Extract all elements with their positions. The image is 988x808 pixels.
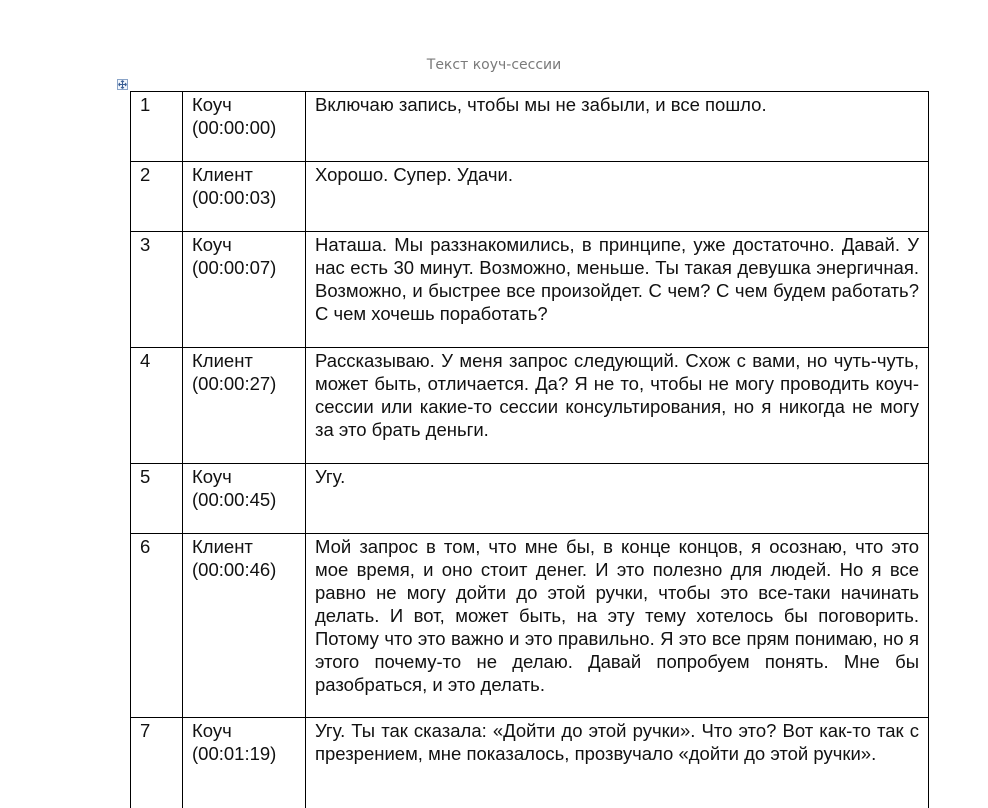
timestamp: (00:00:03) bbox=[192, 187, 277, 208]
speaker-cell bbox=[183, 464, 306, 534]
utterance-text: Хорошо. Супер. Удачи. bbox=[306, 162, 929, 232]
speaker-cell bbox=[183, 348, 306, 464]
timestamp: (00:00:07) bbox=[192, 257, 277, 278]
row-number: 6 bbox=[131, 534, 183, 718]
table-row bbox=[131, 534, 929, 718]
row-number: 4 bbox=[131, 348, 183, 464]
speaker-name: Клиент bbox=[192, 536, 253, 557]
speaker-name: Коуч bbox=[192, 94, 232, 115]
row-number: 2 bbox=[131, 162, 183, 232]
utterance-text: Угу. Ты так сказала: «Дойти до этой ручки». Что это? Вот как-то так с презрением, мне показалось, прозвучало «дойти до этой ручки». bbox=[306, 718, 929, 808]
utterance-text: Мой запрос в том, что мне бы, в конце концов, я осознаю, что это мое время, и оно стоит денег. И это полезно для людей. Но я все равно не могу дойти до этой ручки, чтобы это все-таки начинать делать. И вот, может быть, на эту тему хотелось бы поговорить. Потому что это важно и это правильно. Я это все прям понимаю, но я этого почему-то не делаю. Давай попробуем понять. Мне бы разобраться, и это делать. bbox=[306, 534, 929, 718]
table-row bbox=[131, 348, 929, 464]
utterance-text: Включаю запись, чтобы мы не забыли, и все пошло. bbox=[306, 92, 929, 162]
table-move-handle-icon[interactable] bbox=[117, 79, 128, 90]
speaker-cell bbox=[183, 718, 306, 808]
row-number: 1 bbox=[131, 92, 183, 162]
speaker-name: Коуч bbox=[192, 466, 232, 487]
speaker-cell bbox=[183, 232, 306, 348]
timestamp: (00:00:46) bbox=[192, 559, 277, 580]
transcript-table bbox=[130, 91, 929, 808]
timestamp: (00:00:00) bbox=[192, 117, 277, 138]
speaker-name: Клиент bbox=[192, 350, 253, 371]
speaker-name: Коуч bbox=[192, 720, 232, 741]
row-number: 3 bbox=[131, 232, 183, 348]
utterance-text: Наташа. Мы раззнакомились, в принципе, уже достаточно. Давай. У нас есть 30 минут. Возможно, меньше. Ты такая девушка энергичная. Возможно, и быстрее все произойдет. С чем? С чем будем работать? С чем хочешь поработать? bbox=[306, 232, 929, 348]
speaker-name: Клиент bbox=[192, 164, 253, 185]
table-row bbox=[131, 718, 929, 808]
table-row bbox=[131, 464, 929, 534]
speaker-cell bbox=[183, 162, 306, 232]
table-row bbox=[131, 232, 929, 348]
timestamp: (00:00:45) bbox=[192, 489, 277, 510]
table-row bbox=[131, 162, 929, 232]
row-number: 5 bbox=[131, 464, 183, 534]
speaker-cell bbox=[183, 92, 306, 162]
utterance-text: Рассказываю. У меня запрос следующий. Схож с вами, но чуть-чуть, может быть, отличается. Да? Я не то, чтобы не могу проводить коуч-сессии или какие-то сессии консультирования, но я никогда не могу за это брать деньги. bbox=[306, 348, 929, 464]
table-row bbox=[131, 92, 929, 162]
timestamp: (00:00:27) bbox=[192, 373, 277, 394]
speaker-cell bbox=[183, 534, 306, 718]
timestamp: (00:01:19) bbox=[192, 743, 277, 764]
row-number: 7 bbox=[131, 718, 183, 808]
document-header: Текст коуч-сессии bbox=[426, 57, 562, 73]
utterance-text: Угу. bbox=[306, 464, 929, 534]
speaker-name: Коуч bbox=[192, 234, 232, 255]
